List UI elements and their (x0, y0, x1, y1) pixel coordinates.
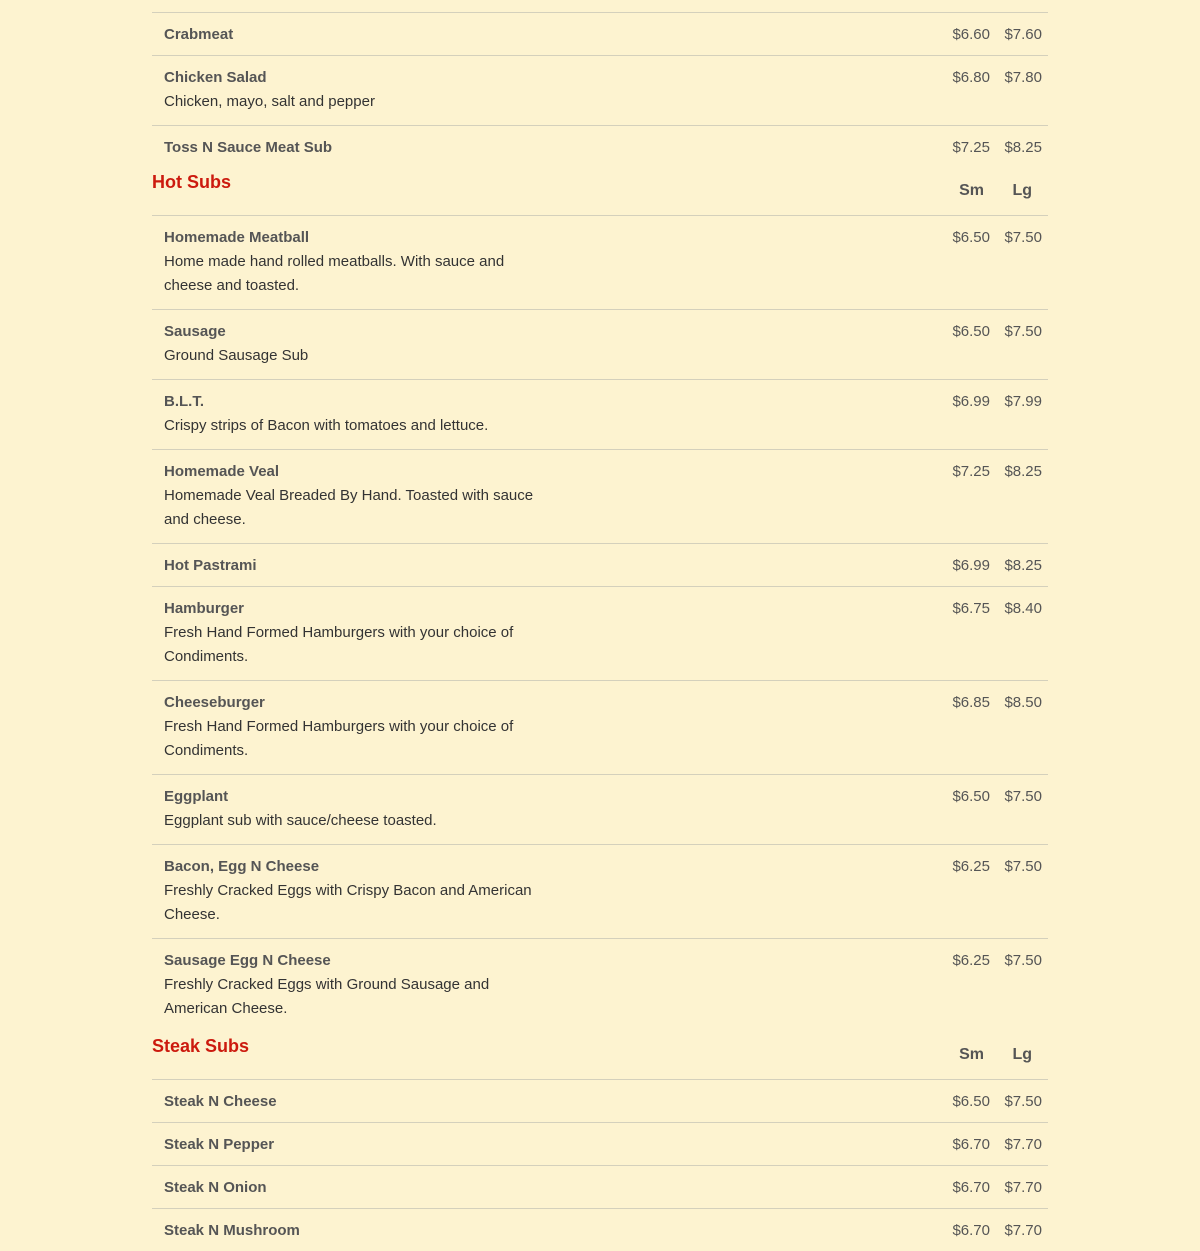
price-large: $7.50 (1004, 858, 1042, 875)
column-header-large: Lg (1012, 182, 1032, 199)
price-large: $7.80 (1004, 69, 1042, 86)
price-large: $7.60 (1004, 26, 1042, 43)
price-small: $6.60 (952, 26, 990, 43)
menu-item (152, 774, 1048, 844)
menu-item (152, 1165, 1048, 1208)
item-name: Steak N Mushroom (164, 1222, 300, 1239)
price-large: $7.50 (1004, 788, 1042, 805)
price-large: $8.25 (1004, 463, 1042, 480)
price-small: $6.99 (952, 393, 990, 410)
menu-item (152, 844, 1048, 938)
menu-item (152, 586, 1048, 680)
price-small: $6.75 (952, 600, 990, 617)
price-large: $7.70 (1004, 1136, 1042, 1153)
section-title: Hot Subs (152, 172, 231, 192)
price-small: $6.25 (952, 952, 990, 969)
item-name: Homemade Meatball (164, 229, 310, 246)
item-name: Toss N Sauce Meat Sub (164, 139, 333, 156)
price-large: $7.50 (1004, 323, 1042, 340)
price-large: $7.50 (1004, 229, 1042, 246)
price-small: $6.85 (952, 694, 990, 711)
item-name: B.L.T. (164, 393, 204, 410)
price-small: $7.25 (952, 139, 990, 156)
item-description: Eggplant sub with sauce/cheese toasted. (164, 812, 437, 829)
menu-item (152, 449, 1048, 543)
price-large: $7.99 (1004, 393, 1042, 410)
item-name: Steak N Onion (164, 1179, 267, 1196)
item-name: Crabmeat (164, 26, 234, 43)
price-small: $7.25 (952, 463, 990, 480)
menu-item (152, 379, 1048, 449)
item-name: Steak N Pepper (164, 1136, 275, 1153)
item-description: Freshly Cracked Eggs with Crispy Bacon and American Cheese. (164, 882, 532, 923)
item-description: Homemade Veal Breaded By Hand. Toasted with sauce and cheese. (164, 487, 534, 528)
price-large: $7.70 (1004, 1179, 1042, 1196)
item-name: Sausage Egg N Cheese (164, 952, 331, 969)
menu-item (152, 938, 1048, 1035)
item-description: Fresh Hand Formed Hamburgers with your choice of Condiments. (164, 718, 514, 759)
item-description: Crispy strips of Bacon with tomatoes and lettuce. (164, 417, 489, 434)
item-name: Chicken Salad (164, 69, 267, 86)
price-large: $8.50 (1004, 694, 1042, 711)
price-small: $6.70 (952, 1222, 990, 1239)
menu-item (152, 309, 1048, 379)
item-name: Homemade Veal (164, 463, 280, 480)
section-header-steak-subs (152, 1035, 1048, 1079)
price-small: $6.99 (952, 557, 990, 574)
price-small: $6.70 (952, 1136, 990, 1153)
column-header-small: Sm (959, 182, 984, 199)
item-description: Ground Sausage Sub (164, 347, 309, 364)
item-description: Fresh Hand Formed Hamburgers with your choice of Condiments. (164, 624, 514, 665)
item-description: Chicken, mayo, salt and pepper (164, 93, 375, 110)
price-small: $6.50 (952, 229, 990, 246)
price-small: $6.50 (952, 1093, 990, 1110)
price-small: $6.50 (952, 323, 990, 340)
menu-content (152, 12, 1048, 1251)
menu-item (152, 12, 1048, 55)
menu-item (152, 215, 1048, 309)
price-large: $8.40 (1004, 600, 1042, 617)
column-header-small: Sm (959, 1046, 984, 1063)
menu-item (152, 1079, 1048, 1122)
item-name: Hamburger (164, 600, 245, 617)
menu-item (152, 543, 1048, 586)
price-small: $6.25 (952, 858, 990, 875)
price-large: $8.25 (1004, 139, 1042, 156)
item-name: Hot Pastrami (164, 557, 257, 574)
item-description: Home made hand rolled meatballs. With sauce and cheese and toasted. (164, 253, 505, 294)
section-title: Steak Subs (152, 1036, 250, 1056)
column-header-large: Lg (1012, 1046, 1032, 1063)
item-name: Cheeseburger (164, 694, 265, 711)
price-small: $6.70 (952, 1179, 990, 1196)
price-large: $7.50 (1004, 1093, 1042, 1110)
section-header-hot-subs (152, 171, 1048, 215)
item-description: Freshly Cracked Eggs with Ground Sausage and American Cheese. (164, 976, 490, 1017)
menu-item (152, 1122, 1048, 1165)
item-name: Steak N Cheese (164, 1093, 277, 1110)
price-large: $7.50 (1004, 952, 1042, 969)
item-name: Bacon, Egg N Cheese (164, 858, 320, 875)
item-name: Sausage (164, 323, 226, 340)
item-name: Eggplant (164, 788, 229, 805)
price-small: $6.80 (952, 69, 990, 86)
menu-item (152, 1208, 1048, 1251)
price-large: $8.25 (1004, 557, 1042, 574)
menu-item (152, 680, 1048, 774)
price-large: $7.70 (1004, 1222, 1042, 1239)
menu-item (152, 125, 1048, 171)
price-small: $6.50 (952, 788, 990, 805)
menu-item (152, 55, 1048, 125)
